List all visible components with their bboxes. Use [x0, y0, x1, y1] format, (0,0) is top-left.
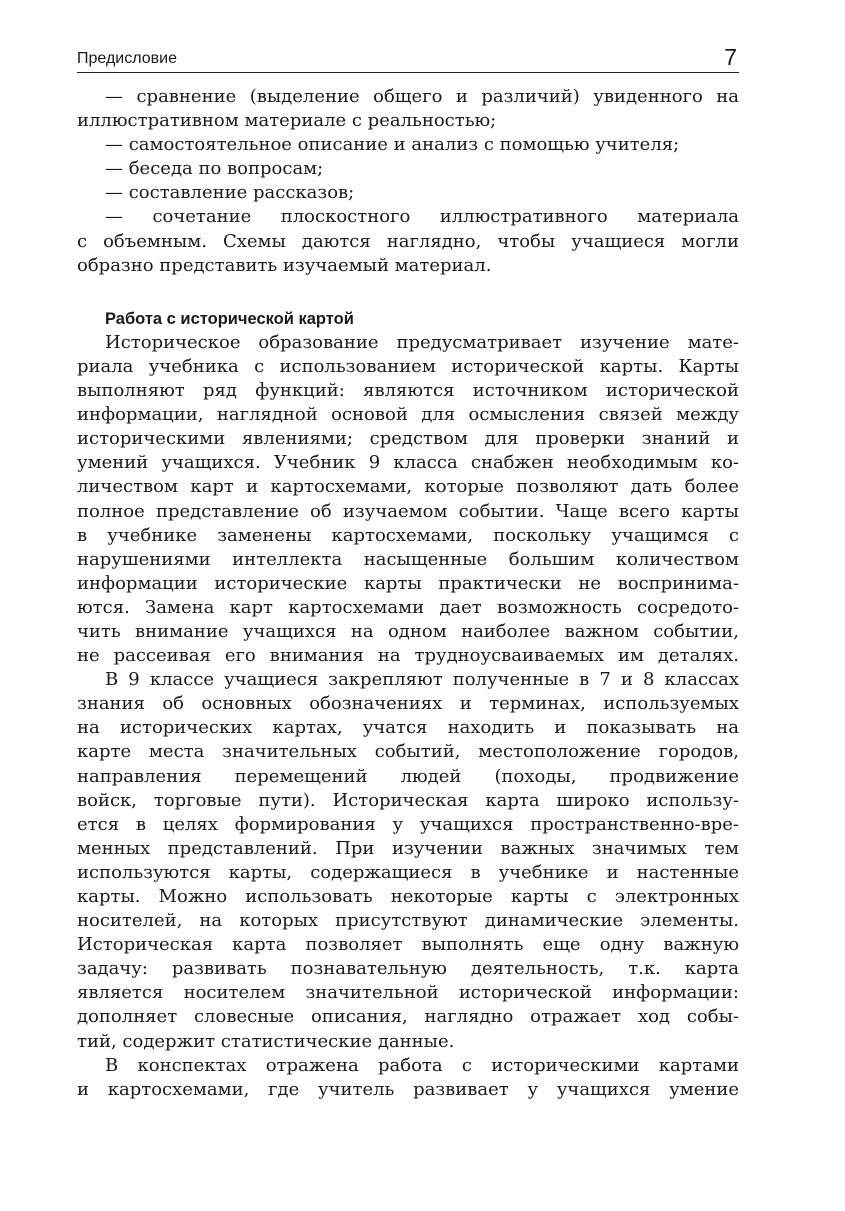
- text-line: и картосхемами, где учитель развивает у учащихся умение: [77, 1078, 739, 1100]
- text-line: не рассеивая его внимания на трудноусваиваемых им деталях.: [77, 645, 739, 667]
- text-line: риала учебника с использованием исторической карты. Карты: [77, 355, 739, 377]
- page-header: [77, 40, 739, 73]
- text-line: полное представление об изучаемом событии. Чаще всего карты: [77, 500, 739, 522]
- text-line: иллюстративном материале с реальностью;: [77, 110, 497, 132]
- paragraph-3: [77, 1054, 739, 1102]
- text-line: личеством карт и картосхемами, которые позволяют дать более: [77, 476, 739, 498]
- text-line: умений учащихся. Учебник 9 класса снабжен необходимым ко-: [77, 452, 739, 474]
- page-body: [77, 85, 739, 1102]
- page-number: 7: [724, 44, 737, 70]
- text-line: менных представлений. При изучении важных значимых тем: [77, 837, 739, 859]
- text-line: — сравнение (выделение общего и различий) увиденного на: [105, 86, 739, 107]
- text-line: — самостоятельное описание и анализ с помощью учителя;: [105, 134, 680, 156]
- text-line: — составление рассказов;: [105, 182, 355, 204]
- text-line: карте места значительных событий, местоположение городов,: [77, 741, 739, 763]
- text-line: ются. Замена карт картосхемами дает возможность сосредото-: [77, 596, 739, 618]
- text-line: образно представить изучаемый материал.: [77, 254, 492, 276]
- text-line: — беседа по вопросам;: [105, 158, 324, 180]
- section-heading: Работа с исторической картой: [105, 309, 354, 328]
- text-line: чить внимание учащихся на одном наиболее важном событии,: [77, 620, 739, 642]
- text-line: Историческая карта позволяет выполнять еще одну важную: [77, 934, 739, 956]
- text-line: историческими явлениями; средством для проверки знаний и: [77, 428, 739, 450]
- text-line: нарушениями интеллекта насыщенные большим количеством: [77, 548, 739, 570]
- text-line: — сочетание плоскостного иллюстративного материала: [105, 206, 739, 228]
- text-line: дополняет словесные описания, наглядно отражает ход собы-: [77, 1006, 739, 1028]
- text-line: информации исторические карты практически не воспринима-: [77, 572, 739, 594]
- text-line: В 9 классе учащиеся закрепляют полученные в 7 и 8 классах: [105, 669, 739, 691]
- text-line: является носителем значительной исторической информации:: [77, 982, 739, 1004]
- text-line: тий, содержит статистические данные.: [77, 1030, 455, 1052]
- paragraph-2: [77, 668, 739, 1054]
- book-page: [77, 40, 739, 1102]
- text-line: используются карты, содержащиеся в учебнике и настенные: [77, 861, 739, 883]
- text-line: войск, торговые пути). Историческая карта широко использу-: [77, 789, 739, 811]
- text-line: Историческое образование предусматривает изучение мате-: [105, 331, 739, 353]
- paragraph-1: [77, 331, 739, 668]
- running-head: Предисловие: [77, 50, 177, 67]
- text-line: карты. Можно использовать некоторые карты с электронных: [77, 886, 739, 907]
- text-line: на исторических картах, учатся находить и показывать на: [77, 717, 739, 739]
- text-line: выполняют ряд функций: являются источником исторической: [77, 380, 739, 402]
- text-line: информации, наглядной основой для осмысления связей между: [77, 404, 739, 426]
- intro-list: [77, 85, 739, 278]
- text-line: в учебнике заменены картосхемами, поскольку учащимся с: [77, 524, 739, 546]
- text-line: с объемным. Схемы даются наглядно, чтобы учащиеся могли: [77, 230, 739, 252]
- section-spacer: [77, 278, 739, 307]
- text-line: задачу: развивать познавательную деятельность, т.к. карта: [77, 958, 739, 980]
- text-line: ется в целях формирования у учащихся пространственно-вре-: [77, 813, 739, 835]
- text-line: В конспектах отражена работа с историческими картами: [105, 1054, 739, 1076]
- text-line: знания об основных обозначениях и терминах, используемых: [77, 693, 739, 715]
- text-line: направления перемещений людей (походы, продвижение: [77, 765, 739, 787]
- text-line: носителей, на которых присутствуют динамические элементы.: [77, 910, 739, 932]
